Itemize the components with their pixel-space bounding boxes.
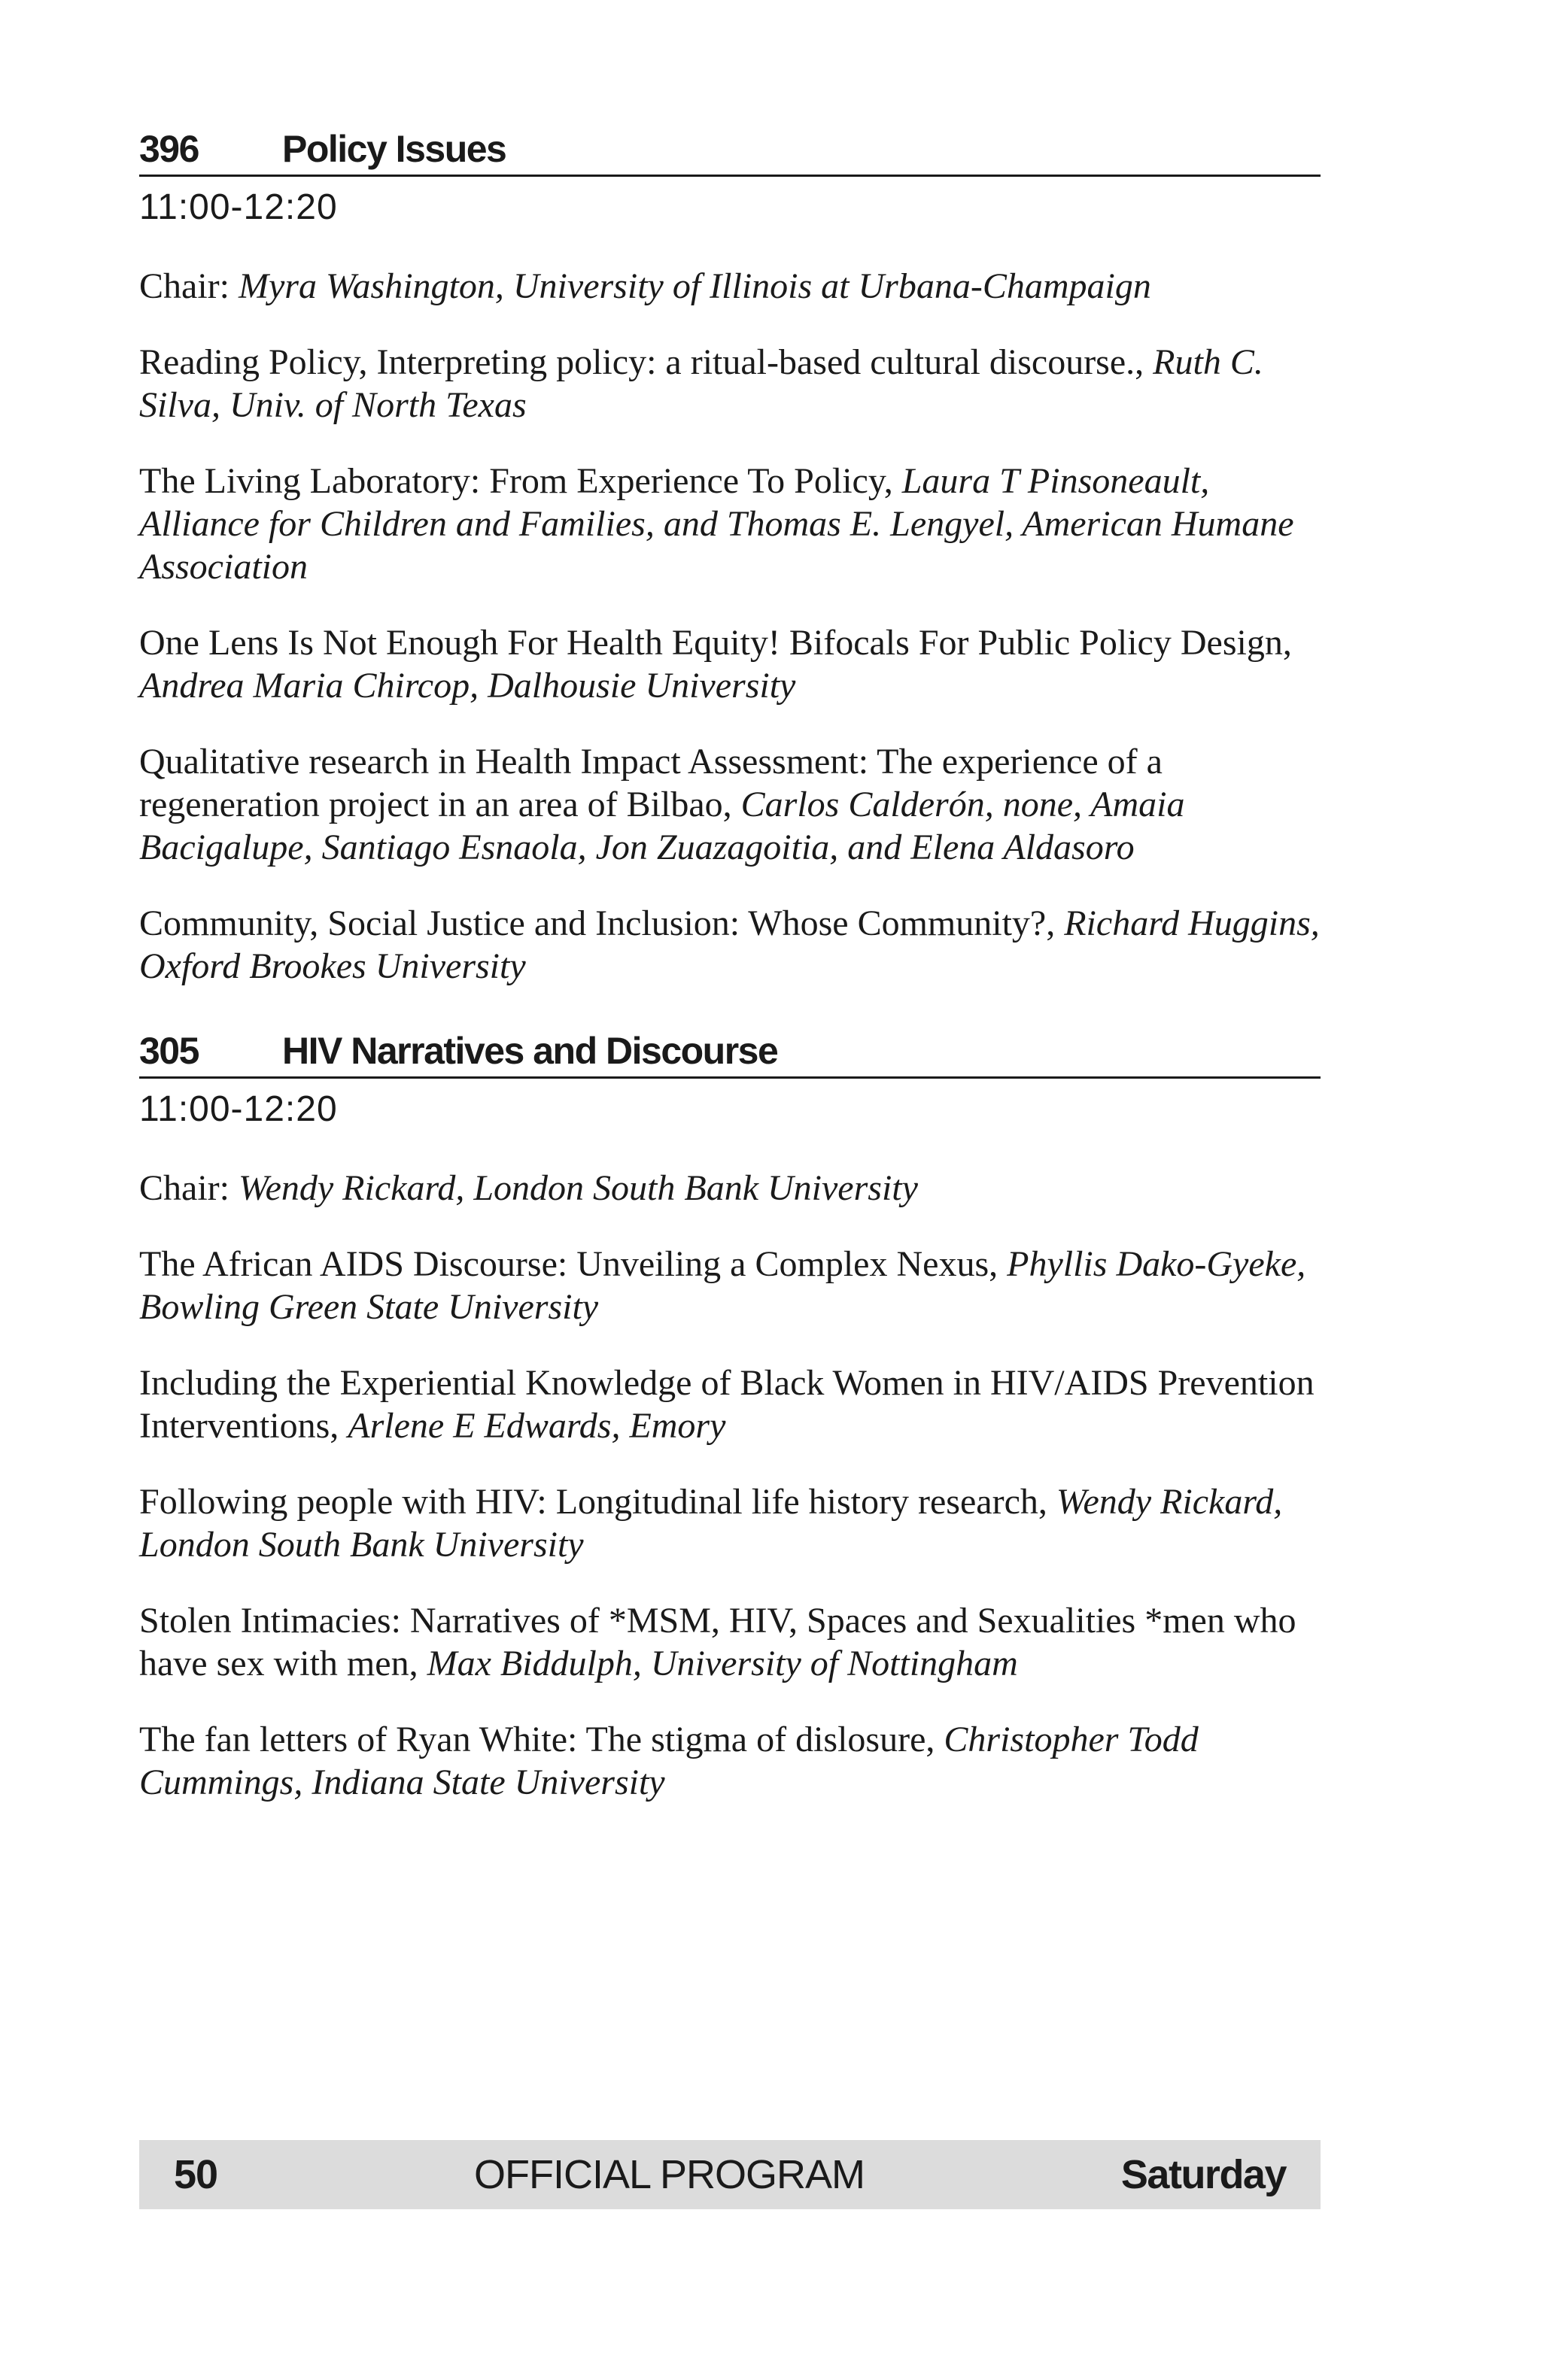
chair-name: Wendy Rickard, London South Bank University [238,1168,918,1209]
footer-day: Saturday [1120,2152,1286,2197]
paper-authors: Laura T Pinsoneault, Alliance for Children and Families, and Thomas E. Lengyel, American Humane Association [139,461,1294,587]
session-title: Policy Issues [282,128,506,170]
paper-authors: Christopher Todd Cummings, Indiana State University [139,1720,1199,1803]
paper-authors: Wendy Rickard, London South Bank University [139,1482,1283,1565]
paper-entry [139,1480,1336,1566]
chair-label: Chair: [139,1168,229,1209]
chair-label: Chair: [139,266,229,307]
page-number: 50 [174,2152,218,2197]
paper-title: Following people with HIV: Longitudinal life history research, [139,1482,1047,1522]
chair-name: Myra Washington, University of Illinois at Urbana-Champaign [238,266,1151,307]
session-chair [139,1167,1336,1210]
paper-entry [139,1718,1336,1804]
paper-title: Reading Policy, Interpreting policy: a ritual-based cultural discourse., [139,342,1144,383]
session-396 [139,128,1321,988]
paper-title: The Living Laboratory: From Experience To Policy, [139,461,893,502]
paper-entry [139,740,1336,869]
session-number: 305 [139,1030,199,1073]
paper-entry [139,621,1336,707]
paper-authors: Max Biddulph, University of Nottingham [427,1644,1018,1684]
session-305 [139,1030,1321,1804]
paper-title: One Lens Is Not Enough For Health Equity! Bifocals For Public Policy Design, [139,623,1292,663]
session-title: HIV Narratives and Discourse [282,1030,778,1073]
program-title: OFFICIAL PROGRAM [473,2152,865,2197]
paper-entry [139,1599,1336,1685]
paper-title: The African AIDS Discourse: Unveiling a Complex Nexus, [139,1244,998,1285]
paper-entry [139,1362,1336,1447]
paper-authors: Ruth C. Silva, Univ. of North Texas [139,342,1263,426]
program-page [139,128,1321,1846]
paper-title: Including the Experiential Knowledge of Black Women in HIV/AIDS Prevention Interventions, [139,1363,1315,1447]
paper-title: The fan letters of Ryan White: The stigma of dislosure, [139,1720,935,1760]
session-chair [139,265,1336,308]
paper-entry [139,460,1336,588]
paper-authors: Arlene E Edwards, Emory [348,1406,726,1447]
session-time: 11:00-12:20 [139,1088,338,1129]
paper-title: Community, Social Justice and Inclusion: Whose Community?, [139,903,1056,944]
paper-title: Qualitative research in Health Impact Assessment: The experience of a regeneration project in an area of Bilbao, [139,742,1163,825]
paper-entry [139,902,1336,988]
paper-authors: Andrea Maria Chircop, Dalhousie University [139,666,796,706]
paper-authors: Richard Huggins, Oxford Brookes University [139,903,1320,987]
session-time: 11:00-12:20 [139,187,338,227]
session-header [139,128,1321,177]
session-number: 396 [139,128,199,170]
paper-entry [139,1243,1336,1328]
session-header [139,1030,1321,1079]
paper-authors: Carlos Calderón, none, Amaia Bacigalupe, Santiago Esnaola, Jon Zuazagoitia, and Elena Aldasoro [139,785,1185,868]
paper-title: Stolen Intimacies: Narratives of *MSM, HIV, Spaces and Sexualities *men who have sex with men, [139,1601,1296,1684]
page-footer [139,2140,1321,2209]
paper-authors: Phyllis Dako-Gyeke, Bowling Green State University [139,1244,1306,1328]
paper-entry [139,341,1336,427]
